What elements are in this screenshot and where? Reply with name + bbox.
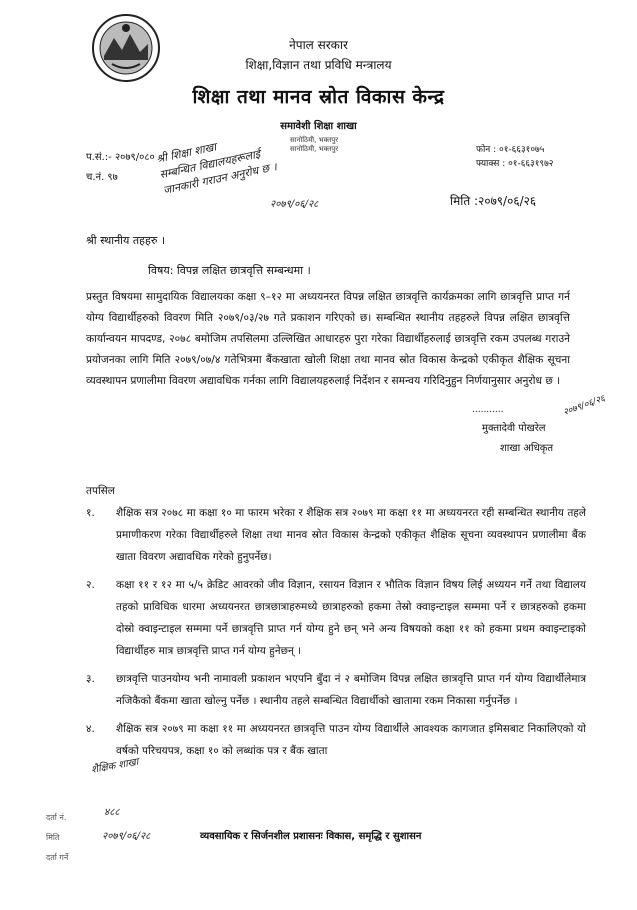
handwritten-note: श्री शिक्षा शाखा सम्बन्धित विद्यालयहरूलाई जानकारी गराउन अनुरोध छ । xyxy=(155,140,278,197)
letter-date: मिति :२०७९/०६/२६ xyxy=(450,194,537,208)
stamp-line: दर्ता गर्ने xyxy=(46,853,69,862)
government-name: नेपाल सरकार xyxy=(289,38,348,52)
registration-stamp xyxy=(46,808,68,868)
contact-block xyxy=(476,143,553,171)
handwritten-date: २०७९/०६/२८ xyxy=(270,199,319,210)
handwritten-number: ४८८ xyxy=(104,807,120,818)
item-number: ३. xyxy=(86,673,95,685)
reference-block xyxy=(86,148,155,188)
office-name: शिक्षा तथा मानव स्रोत विकास केन्द्र xyxy=(192,86,445,108)
footer-slogan: व्यवसायिक र सिर्जनशील प्रशासनः विकास, समृद्धि र सुशासन xyxy=(200,831,422,842)
list-item xyxy=(86,502,586,568)
stamp-line: मिति xyxy=(46,833,60,842)
dispatch-number: च.नं. ९७ xyxy=(86,172,118,183)
subject-line: विषय: विपन्न लक्षित छात्रवृत्ति सम्बन्धमा । xyxy=(148,264,311,277)
signature-date: २०७९/०६/२६ xyxy=(562,393,607,419)
section-name: समावेशी शिक्षा शाखा xyxy=(280,121,357,132)
recipient: श्री स्थानीय तहहरु । xyxy=(86,234,166,247)
item-text: शैक्षिक सत्र २०७८ मा कक्षा १० मा फारम भरेका र शैक्षिक सत्र २०७९ मा कक्षा ११ मा अध्ययनरत रही सम्बन्धित स्थानीय तहले प्रमाणीकरण गरेका विद्यार्थीहरुले शिक्षा तथा मानव स्रोत विकास केन्द्रको एकीकृत शैक्षिक सूचना व्यवस्थापन प्रणालीमा बैंक खाता विवरण अद्यावधिक गरेको हुनुपर्नेछ। xyxy=(116,507,586,563)
body-paragraph: प्रस्तुत विषयमा सामुदायिक विद्यालयका कक्षा ९–१२ मा अध्ययनरत विपन्न लक्षित छात्रवृत्ति कार्यक्रमका लागि छात्रवृत्ति प्राप्त गर्न योग्य विद्यार्थीहरुको विवरण मिति २०७९/०३/२७ गते प्रकाशन गरिएको छ। सम्बन्धित स्थानीय तहहरुले विपन्न लक्षित छात्रवृत्ति कार्यान्वयन मापदण्ड, २०७८ बमोजिम तपसिलमा उल्लिखित आधारहरु पुरा गरेका विद्यार्थीहरुलाई छात्रवृत्ति रकम उपलब्ध गराउने प्रयोजनका लागि मिति २०७९/०७/४ गतेभित्रमा बैंकखाता खोली शिक्षा तथा मानव स्रोत विकास केन्द्रको एकीकृत शैक्षिक सूचना व्यवस्थापन प्रणालीमा विवरण अद्यावधिक गर्नका लागि विद्यालयहरुलाई निर्देशन र समन्वय गरिदिनुहुन निर्णयानुसार अनुरोध छ । xyxy=(86,291,570,387)
handwritten-date: २०७९/०६/२८ xyxy=(102,831,151,842)
item-number: १. xyxy=(86,507,95,519)
signatory-title: शाखा अधिकृत xyxy=(500,443,554,454)
item-number: २. xyxy=(86,579,95,591)
item-text: छात्रवृत्ति पाउनयोग्य भनी नामावली प्रकाशन भएपनि बुँदा नं २ बमोजिम विपन्न लक्षित छात्रवृत्ति प्राप्त गर्न योग्य विद्यार्थीलेमात्र नजिकैको बैंकमा खाता खोल्नु पर्नेछ । स्थानीय तहले सम्बन्धित विद्यार्थीको खातामा रकम निकासा गर्नुपर्नेछ । xyxy=(116,673,586,707)
stamp-line: दर्ता नं. xyxy=(46,813,67,822)
stamp-line: सानोठिमी, भक्तपुर xyxy=(290,136,339,144)
item-text: शैक्षिक सत्र २०७९ मा कक्षा ११ मा अध्ययनरत छात्रवृत्ति पाउन योग्य विद्यार्थीले आवश्यक कागजात इमिसबाट निकालिएको यो वर्षको परिचयपत्र, कक्षा १० को लब्धांक पत्र र बैंक खाता xyxy=(116,723,586,757)
reference-number: प.सं.:- २०७९/०८० xyxy=(86,152,155,163)
annex-list xyxy=(86,502,586,768)
signature-line: ........... xyxy=(472,405,504,415)
phone-number: फोन : ०१-६६३१०७५ xyxy=(476,145,545,155)
list-item xyxy=(86,668,586,712)
stamp-line: सानोठिमी, भक्तपुर xyxy=(290,145,339,153)
list-item xyxy=(86,574,586,662)
item-number: ४. xyxy=(86,723,95,735)
ministry-name: शिक्षा,विज्ञान तथा प्रविधि मन्त्रालय xyxy=(245,58,392,72)
fax-number: फ्याक्स : ०१-६६३१९७२ xyxy=(476,159,554,169)
list-item xyxy=(86,718,586,762)
item-text: कक्षा ११ र १२ मा ५/५ क्रेडिट आवरको जीव विज्ञान, रसायन विज्ञान र भौतिक विज्ञान विषय लिई अध्ययन गर्ने तथा विद्यालय तहको प्राविधिक धारमा अध्ययनरत छात्रछात्राहरुमध्ये छात्राहरुको हकमा तेस्रो क्वाइन्टाइल सम्ममा पर्ने र छात्रहरुको हकमा दोस्रो क्वाइन्टाइल सम्ममा पर्ने छात्रवृत्ति प्राप्त गर्न योग्य हुने छन् भने अन्य विषयको कक्षा ११ को हकमा प्रथम क्वाइन्टाइको विद्यार्थीहरु मात्र छात्रवृत्ति प्राप्त गर्न योग्य हुनेछन् । xyxy=(116,579,586,657)
received-stamp xyxy=(290,136,338,154)
signatory-name: मुक्तादेवी पोखरेल xyxy=(482,423,546,434)
annex-heading: तपसिल xyxy=(86,485,115,497)
handwritten-note: शैक्षिक शाखा xyxy=(90,756,140,776)
